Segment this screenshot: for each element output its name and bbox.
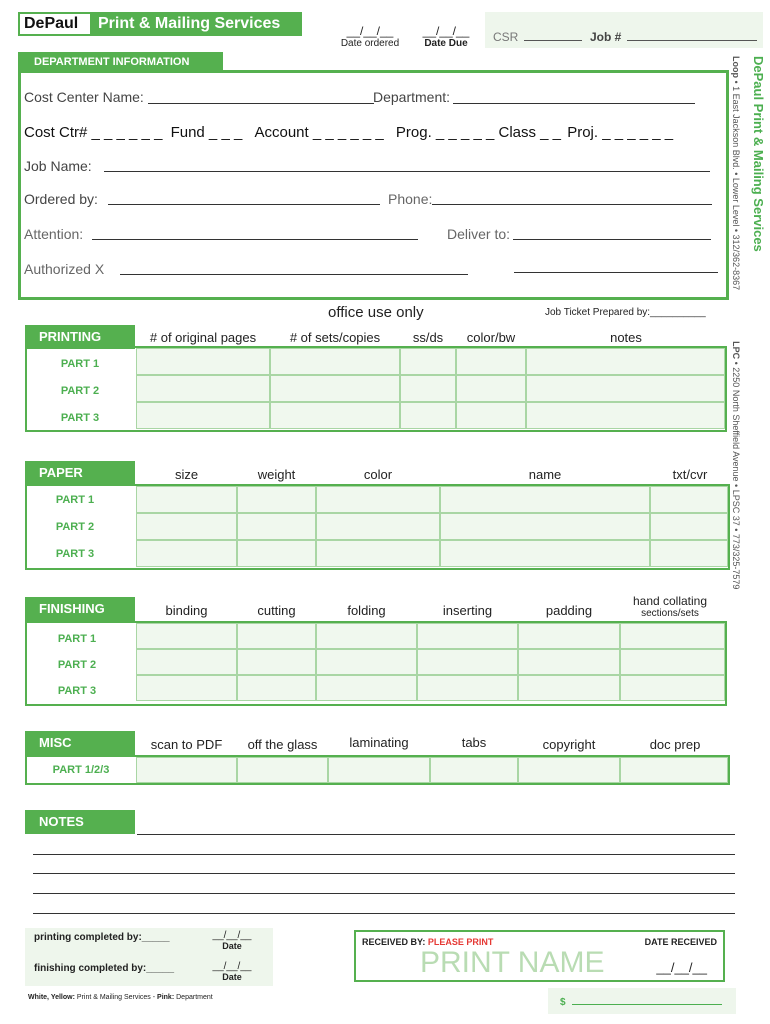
date-ordered-field[interactable] <box>336 24 404 49</box>
paper-grid-cell[interactable] <box>316 486 440 513</box>
authorized-signature-line[interactable] <box>120 274 468 275</box>
job-label: Job # <box>590 30 622 44</box>
paper-grid-cell[interactable] <box>650 540 728 567</box>
phone-label: Phone: <box>388 191 433 207</box>
printing-grid-cell[interactable] <box>400 348 456 375</box>
finishing-date-blank: __/__/__ <box>212 961 252 972</box>
finishing-grid-cell[interactable] <box>620 649 725 675</box>
account-row <box>24 124 673 141</box>
sidebar-loop-address: • 1 East Jackson Blvd. • Lower Level • 312/362-8367 <box>731 80 741 291</box>
department-label: Department: <box>373 89 451 105</box>
finishing-part-1: PART 1 <box>57 633 97 645</box>
phone-input[interactable] <box>432 204 712 205</box>
received-box <box>354 930 725 982</box>
paper-grid-cell[interactable] <box>440 540 650 567</box>
printing-col-notes: notes <box>610 330 642 345</box>
class-field[interactable]: Class _ _ <box>498 124 562 141</box>
finishing-grid-cell[interactable] <box>417 675 518 701</box>
finishing-completed-date[interactable] <box>197 961 267 982</box>
paper-grid-cell[interactable] <box>440 486 650 513</box>
paper-grid-cell[interactable] <box>650 486 728 513</box>
finishing-grid-cell[interactable] <box>316 675 417 701</box>
cost-ctr-field[interactable]: Cost Ctr# _ _ _ _ _ _ <box>24 124 163 141</box>
paper-grid-cell[interactable] <box>136 513 237 540</box>
printing-grid-cell[interactable] <box>136 402 270 429</box>
finishing-completed-by[interactable]: finishing completed by:_____ <box>34 963 175 974</box>
misc-col-doc-prep: doc prep <box>649 737 701 752</box>
finishing-grid-cell[interactable] <box>417 623 518 649</box>
cost-center-input[interactable] <box>148 103 374 104</box>
header-logo <box>18 12 302 36</box>
received-by-text: RECEIVED BY: <box>362 937 426 947</box>
date-due-label: Date Due <box>424 38 468 49</box>
printing-date-blank: __/__/__ <box>212 930 252 941</box>
finishing-col-padding: padding <box>545 603 593 618</box>
paper-grid-cell[interactable] <box>237 513 316 540</box>
prog-field[interactable]: Prog. _ _ _ _ _ <box>395 124 495 141</box>
attention-input[interactable] <box>92 239 418 240</box>
date-ordered-label: Date ordered <box>340 38 400 49</box>
notes-line-4[interactable] <box>33 893 735 894</box>
finishing-col-cutting: cutting <box>257 603 296 618</box>
printing-part-2: PART 2 <box>60 385 100 397</box>
printing-grid-cell[interactable] <box>526 375 725 402</box>
paper-grid-cell[interactable] <box>316 540 440 567</box>
printing-completed-by[interactable]: printing completed by:_____ <box>34 932 170 943</box>
misc-col-tabs: tabs <box>461 735 487 750</box>
dept-section-tab <box>18 52 223 72</box>
attention-label: Attention: <box>24 226 84 242</box>
job-number-field[interactable] <box>590 30 757 44</box>
notes-line-5[interactable] <box>33 913 735 914</box>
finishing-col-hand-collating: hand collating <box>632 594 708 608</box>
finishing-grid-cell[interactable] <box>237 623 316 649</box>
received-date-blank[interactable]: __/__/__ <box>656 960 707 975</box>
notes-line-3[interactable] <box>33 873 735 874</box>
printing-col-color-bw: color/bw <box>466 330 516 345</box>
copy-distribution-note <box>28 994 213 1001</box>
finishing-grid-cell[interactable] <box>518 623 620 649</box>
finishing-grid-cell[interactable] <box>136 675 237 701</box>
authorized-label: Authorized X <box>24 261 105 277</box>
misc-col-copyright: copyright <box>542 737 596 752</box>
finishing-grid-cell[interactable] <box>620 675 725 701</box>
sidebar-lpc-address: • 2250 North Sheffield Avenue • LPSC 37 • 773/325-7579 <box>731 361 741 590</box>
paper-section-title: PAPER <box>25 461 135 485</box>
sidebar-brand: DePaul Print & Mailing Services <box>751 56 766 252</box>
finishing-grid-cell[interactable] <box>136 649 237 675</box>
printing-completed-date[interactable] <box>197 930 267 951</box>
paper-col-size: size <box>174 467 199 482</box>
print-name-field[interactable]: PRINT NAME <box>420 946 605 979</box>
copies-text-2: Department <box>176 994 213 1001</box>
department-input[interactable] <box>453 103 695 104</box>
finishing-col-folding: folding <box>347 603 386 618</box>
copies-bold-2: Pink: <box>157 994 175 1001</box>
job-name-input[interactable] <box>104 171 710 172</box>
printing-col-sets-copies: # of sets/copies <box>289 330 381 345</box>
finishing-grid-cell[interactable] <box>518 675 620 701</box>
dollar-sign: $ <box>560 997 566 1008</box>
misc-col-off-glass: off the glass <box>247 737 318 752</box>
printing-grid-cell[interactable] <box>526 348 725 375</box>
printing-grid-cell[interactable] <box>456 375 526 402</box>
dept-section-title: DEPARTMENT INFORMATION <box>34 56 190 68</box>
misc-col-scan-pdf: scan to PDF <box>150 737 223 752</box>
notes-line-2[interactable] <box>33 854 735 855</box>
paper-part-2: PART 2 <box>55 521 95 533</box>
printing-grid-cell[interactable] <box>456 402 526 429</box>
date-due-blank: __/__/__ <box>422 24 470 38</box>
printing-grid-cell[interactable] <box>270 375 400 402</box>
date-received-label: DATE RECEIVED <box>644 937 717 947</box>
misc-col-laminating: laminating <box>349 735 409 750</box>
brand-name: DePaul <box>20 14 90 34</box>
misc-grid-cell[interactable] <box>136 757 237 783</box>
misc-grid-cell[interactable] <box>430 757 518 783</box>
date-ordered-blank: __/__/__ <box>346 24 394 38</box>
please-print-text: PLEASE PRINT <box>427 937 494 947</box>
sidebar-lpc-label: LPC <box>731 341 741 360</box>
job-name-label: Job Name: <box>24 158 92 174</box>
copies-text-1: Print & Mailing Services - <box>76 994 156 1001</box>
finishing-grid-cell[interactable] <box>417 649 518 675</box>
printing-part-1: PART 1 <box>60 358 100 370</box>
csr-label: CSR <box>493 30 519 44</box>
printing-grid-cell[interactable] <box>270 348 400 375</box>
sidebar-vertical <box>748 56 768 696</box>
ordered-by-input[interactable] <box>108 204 380 205</box>
printing-grid-cell[interactable] <box>136 375 270 402</box>
csr-field[interactable] <box>493 30 582 44</box>
paper-grid-cell[interactable] <box>237 486 316 513</box>
paper-part-3: PART 3 <box>55 548 95 560</box>
ordered-by-label: Ordered by: <box>24 191 98 207</box>
header-title: Print & Mailing Services <box>98 15 281 32</box>
misc-grid-cell[interactable] <box>237 757 328 783</box>
finishing-date-label: Date <box>222 972 242 982</box>
printing-part-3: PART 3 <box>60 412 100 424</box>
misc-grid-cell[interactable] <box>518 757 620 783</box>
printing-date-label: Date <box>222 941 242 951</box>
sidebar-loop-label: Loop <box>731 56 741 78</box>
printing-grid-cell[interactable] <box>400 402 456 429</box>
notes-section-title: NOTES <box>25 810 135 834</box>
amount-field[interactable] <box>560 997 722 1008</box>
sidebar-address <box>728 56 744 696</box>
deliver-to-label: Deliver to: <box>447 226 511 242</box>
finishing-grid-cell[interactable] <box>518 649 620 675</box>
paper-col-weight: weight <box>257 467 296 482</box>
account-field[interactable]: Account _ _ _ _ _ _ <box>254 124 384 141</box>
copies-bold-1: White, Yellow: <box>28 994 75 1001</box>
finishing-grid-cell[interactable] <box>237 675 316 701</box>
finishing-grid-cell[interactable] <box>316 649 417 675</box>
paper-col-name: name <box>528 467 562 482</box>
deliver-to-input[interactable] <box>513 239 711 240</box>
finishing-col-binding: binding <box>165 603 208 618</box>
printing-grid-cell[interactable] <box>136 348 270 375</box>
finishing-grid-cell[interactable] <box>620 623 725 649</box>
printing-grid-cell[interactable] <box>270 402 400 429</box>
printing-grid-cell[interactable] <box>456 348 526 375</box>
office-use-label: office use only <box>328 304 424 321</box>
finishing-part-3: PART 3 <box>57 685 97 697</box>
paper-part-1: PART 1 <box>55 494 95 506</box>
proj-field[interactable]: Proj. _ _ _ _ _ _ <box>567 124 674 141</box>
paper-grid-cell[interactable] <box>237 540 316 567</box>
finishing-col-inserting: inserting <box>442 603 493 618</box>
printing-grid-cell[interactable] <box>400 375 456 402</box>
paper-grid-cell[interactable] <box>136 540 237 567</box>
finishing-grid-cell[interactable] <box>316 623 417 649</box>
paper-grid-cell[interactable] <box>650 513 728 540</box>
finishing-col-sections-sets: sections/sets <box>641 608 699 619</box>
authorized-date-line[interactable] <box>514 272 718 273</box>
misc-grid-cell[interactable] <box>620 757 728 783</box>
paper-grid-cell[interactable] <box>136 486 237 513</box>
job-ticket-prepared-by[interactable]: Job Ticket Prepared by:__________ <box>545 307 706 318</box>
finishing-part-2: PART 2 <box>57 659 97 671</box>
misc-part-1-2-3: PART 1/2/3 <box>52 764 110 776</box>
misc-section-title: MISC <box>25 731 135 755</box>
finishing-grid-cell[interactable] <box>237 649 316 675</box>
printing-col-ss-ds: ss/ds <box>412 330 444 345</box>
date-due-field[interactable] <box>412 24 480 49</box>
paper-grid-cell[interactable] <box>316 513 440 540</box>
paper-col-txt-cvr: txt/cvr <box>672 467 708 482</box>
finishing-section-title: FINISHING <box>25 597 135 621</box>
printing-col-original-pages: # of original pages <box>149 330 257 345</box>
printing-section-title: PRINTING <box>25 325 135 349</box>
fund-field[interactable]: Fund _ _ _ <box>170 124 243 141</box>
paper-grid-cell[interactable] <box>440 513 650 540</box>
cost-center-label: Cost Center Name: <box>24 89 144 105</box>
paper-col-color: color <box>363 467 393 482</box>
misc-grid-cell[interactable] <box>328 757 430 783</box>
printing-grid-cell[interactable] <box>526 402 725 429</box>
finishing-grid-cell[interactable] <box>136 623 237 649</box>
notes-line-1[interactable] <box>137 834 735 835</box>
